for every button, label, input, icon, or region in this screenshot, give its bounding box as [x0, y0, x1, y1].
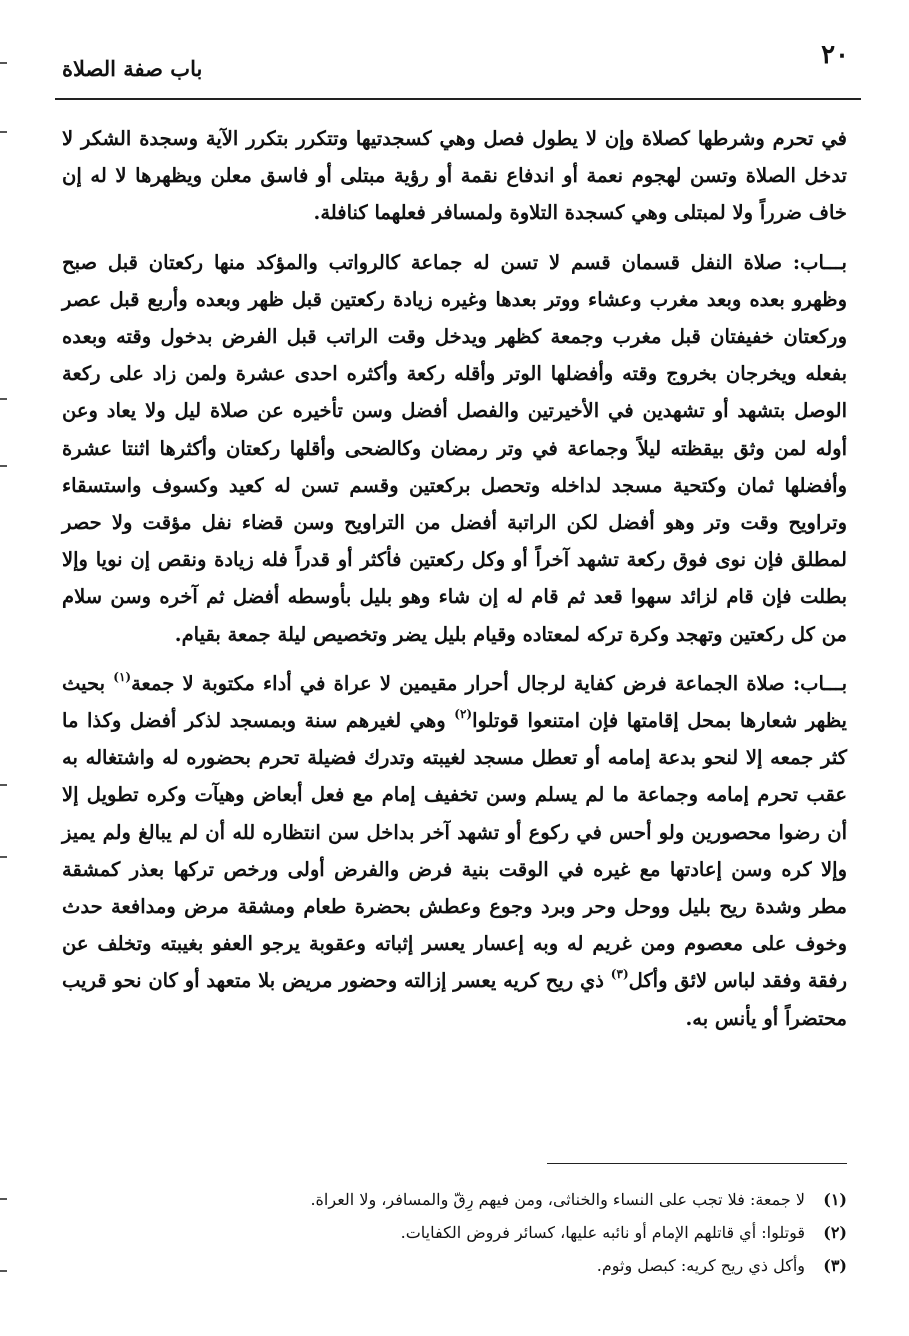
footnote-ref-3: (٣) — [610, 967, 629, 982]
paragraph-text: بحيث يظهر شعارها بمحل إقامتها فإن امتنعوا قوتلوا — [62, 671, 847, 733]
header-divider — [55, 98, 861, 100]
scan-mark — [0, 465, 7, 467]
paragraph-text: ذي ريح كريه يعسر إزالته وحضور مريض بلا متعهد أو كان نحو قريب محتضراً أو يأنس به. — [62, 969, 847, 1030]
footnote-number: (٢) — [823, 1223, 847, 1242]
section-label: بـــاب: — [792, 250, 847, 274]
footnote-ref-1: (١) — [113, 669, 132, 684]
footnote-item — [62, 1216, 847, 1249]
paragraph-text: صلاة النفل قسمان قسم لا تسن له جماعة كالرواتب والمؤكد منها ركعتان قبل صبح وظهرو بعده وبعد مغرب وعشاء ووتر بعدها وغيره زيادة ركعتين قبل ظهر وبعده وأربع قبل عصر وركعتان خفيفتان قبل مغرب وجمعة كظهر ويدخل وقت الراتب قبل الفرض بدخول وقته وبعده بفعله ويخرجان بخروج وقته وأفضلها الوتر وأقله ركعة وأكثره احدى عشرة ولمن زاد على ركعة الوصل بتشهد أو تشهدين في الأخيرتين والفصل أفضل وسن تأخيره عن صلاة ليل ولا يعاد وعن أوله لمن وثق بيقظته ليلاً وجماعة في وتر رمضان وكالضحى وأقلها ركعتان وأكثرها اثنتا عشرة وأفضلها ثمان وكتحية مسجد لداخله وتحصل بركعتين وقسم تسن له كعيد وكسوف واستسقاء وتراويح وقت وتر وهو أفضل لكن الراتبة أفضل من التراويح وسن قضاء نفل مؤقت ولا حصر لمطلق فإن نوى فوق ركعة تشهد آخراً أو وكل ركعتين فأكثر أو قدراً فله زيادة ونقص إن نويا وإلا بطلت فإن قام لزائد سهوا قعد ثم قام له إن شاء وهو بليل بأوسطه أفضل ثم آخره وسن سلام من كل ركعتين وتهجد وكرة تركه لمعتاده وقيام بليل يضر وتخصيص ليلة جمعة بقيام. — [62, 250, 847, 646]
footnote-item — [62, 1249, 847, 1282]
scan-mark — [0, 1198, 7, 1200]
scan-mark — [0, 398, 7, 400]
footnote-text: قوتلوا: أي قاتلهم الإمام أو نائبه عليها، كسائر فروض الكفايات. — [400, 1223, 805, 1242]
footnote-number: (٣) — [823, 1256, 847, 1275]
main-text — [62, 120, 847, 1049]
scan-mark — [0, 856, 7, 858]
paragraph-text: صلاة الجماعة فرض كفاية لرجال أحرار مقيمين لا عراة في أداء مكتوبة لا جمعة — [131, 671, 785, 695]
scan-mark — [0, 1270, 7, 1272]
paragraph-text: في تحرم وشرطها كصلاة وإن لا يطول فصل وهي كسجدتيها وتتكرر بتكرر الآية وسجدة الشكر لا تدخل الصلاة وتسن لهجوم نعمة أو اندفاع نقمة أو رؤية مبتلى أو فاسق معلن ويظهرها لا له إن خاف ضرراً ولا لمبتلى وهي كسجدة التلاوة ولمسافر فعلهما كنافلة. — [62, 127, 847, 225]
chapter-title: باب صفة الصلاة — [62, 56, 203, 81]
footnotes — [62, 1183, 847, 1282]
footnote-ref-2: (٢) — [454, 707, 473, 722]
scan-mark — [0, 131, 7, 133]
footnote-text: وأكل ذي ريح كريه: كبصل وثوم. — [596, 1256, 805, 1275]
section-label: بـــاب: — [792, 671, 848, 695]
paragraph-sajda — [62, 120, 847, 232]
footnote-divider — [547, 1163, 847, 1164]
page-number: ٢٠ — [821, 40, 849, 70]
footnote-text: لا جمعة: فلا تجب على النساء والخناثى، ومن فيهم رِقّ والمسافر، ولا العراة. — [310, 1190, 805, 1209]
footnote-item — [62, 1183, 847, 1216]
scan-mark — [0, 62, 7, 64]
paragraph-nafl — [62, 244, 847, 653]
paragraph-jamaah — [62, 665, 847, 1037]
footnote-number: (١) — [823, 1190, 847, 1209]
scan-mark — [0, 784, 7, 786]
paragraph-text: وهي لغيرهم سنة وبمسجد لذكر أفضل وكذا ما كثر جمعه إلا لنحو بدعة إمامه أو تعطل مسجد لغيبته وتدرك فضيلة تحرم بحضوره له واشتغاله به عقب تحرم إمامه وجماعة ما لم يسلم وسن تخفيف إمام مع فعل أبعاض وهيآت وكره تطويل إلا أن رضوا محصورين ولو أحس في ركوع أو تشهد آخر بداخل سن انتظاره لله أن لم يبالغ ولم يميز وإلا كره وسن إعادتها مع غيره في الوقت بنية فرض والفرض أولى ورخص تركها بعذر كمشقة مطر وشدة ريح بليل ووحل وحر وبرد وجوع وعطش بحضرة طعام ومشقة مرض ومدافعة حدث وخوف على معصوم ومن غريم له وبه إعسار يعسر إثباته وعقوبة يرجو العفو بغيبته وتخلف عن رفقة وفقد لباس لائق وأكل — [62, 709, 847, 993]
